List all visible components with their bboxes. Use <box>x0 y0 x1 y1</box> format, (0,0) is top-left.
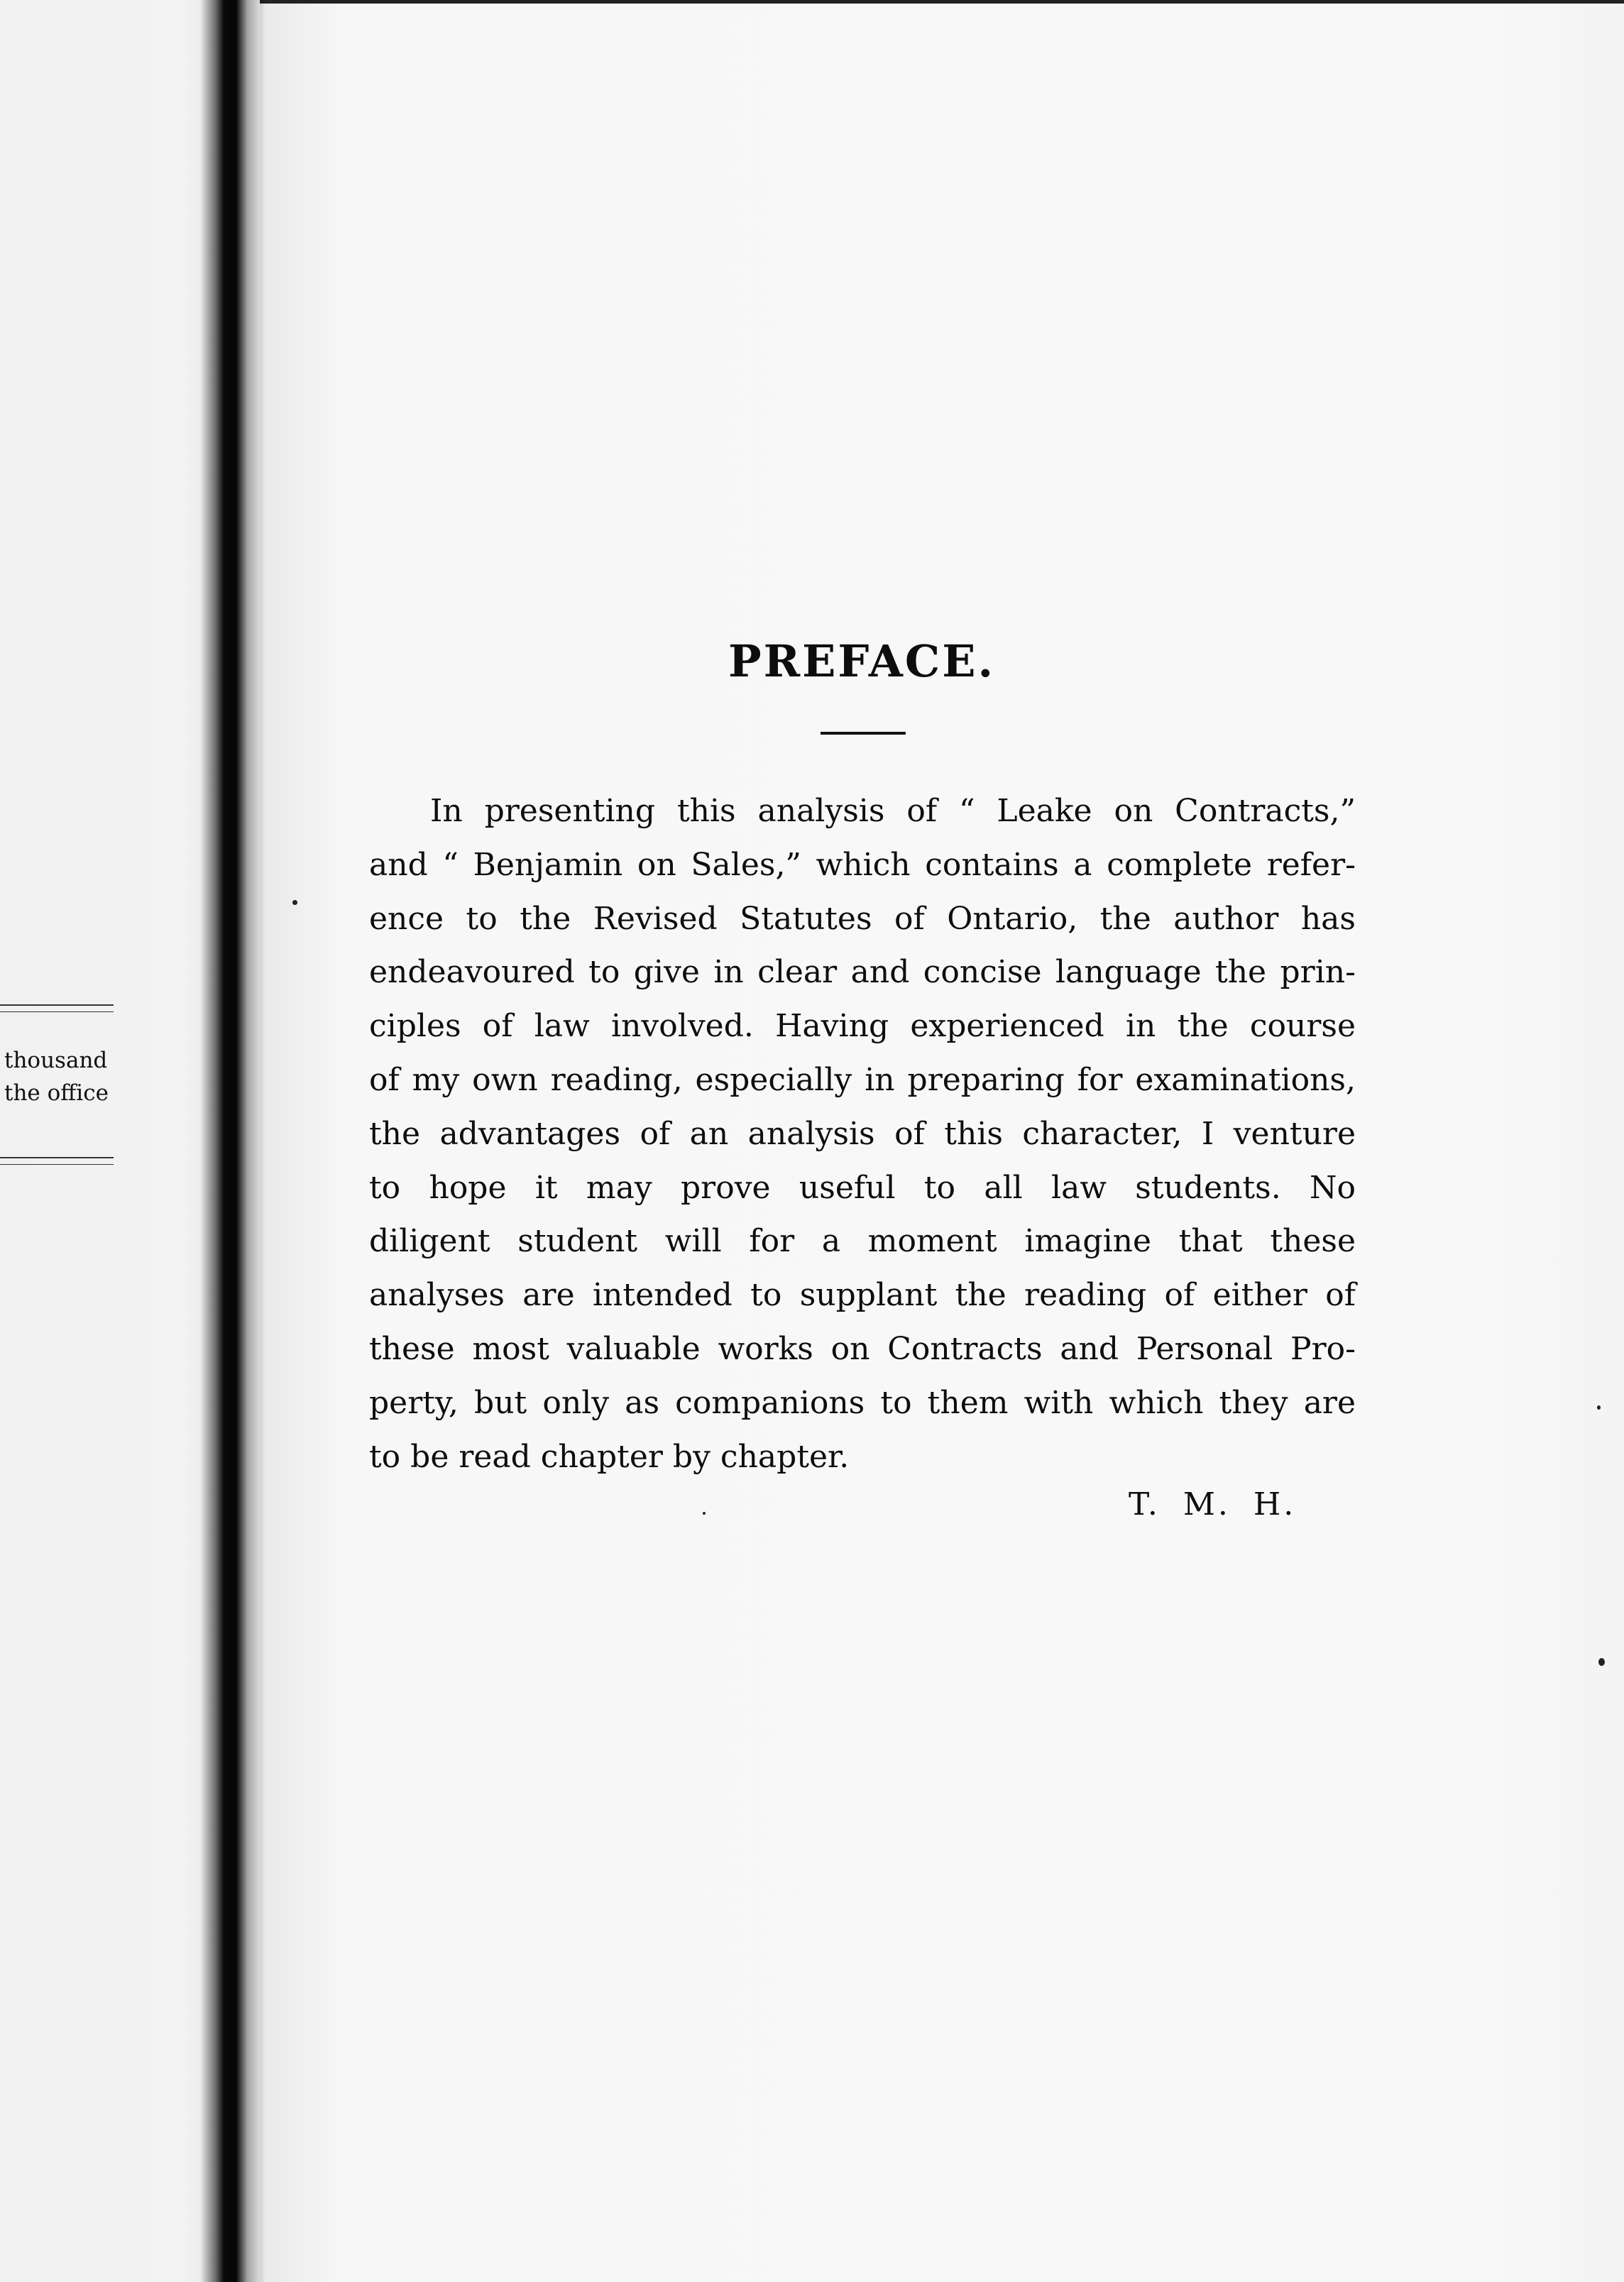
binding-gutter-shadow <box>200 0 265 2282</box>
body-line: these most valuable works on Contracts and Personal Pro- <box>369 1330 1356 1367</box>
left-page-rule <box>0 1004 114 1006</box>
author-initials: T. M. H. <box>1129 1486 1297 1523</box>
left-page-fragment <box>0 0 226 2282</box>
ink-speck <box>1597 1405 1601 1410</box>
body-line: to be read chapter by chapter. <box>369 1438 850 1475</box>
body-line: In presenting this analysis of “ Leake on Contracts,” <box>430 793 1356 829</box>
ink-speck <box>703 1512 706 1515</box>
body-line: diligent student will for a moment imagine that these <box>369 1223 1356 1260</box>
body-line: to hope it may prove useful to all law students. No <box>369 1169 1356 1206</box>
left-fragment-line: thousand <box>4 1048 108 1073</box>
left-page-rule <box>0 1164 114 1165</box>
body-line: endeavoured to give in clear and concise language the prin- <box>369 954 1356 991</box>
title-rule <box>821 732 906 735</box>
body-line: ciples of law involved. Having experienced in the course <box>369 1008 1356 1045</box>
page-title: PREFACE. <box>728 635 996 687</box>
ink-speck <box>1598 1658 1605 1666</box>
left-page-rule <box>0 1157 114 1158</box>
body-line: perty, but only as companions to them with which they are <box>369 1384 1356 1421</box>
body-line: ence to the Revised Statutes of Ontario, the author has <box>369 900 1356 937</box>
body-line: and “ Benjamin on Sales,” which contains a complete refer- <box>369 846 1356 883</box>
ink-speck <box>292 900 297 905</box>
body-line: of my own reading, especially in preparing for examinations, <box>369 1061 1356 1098</box>
left-page-rule <box>0 1011 114 1012</box>
body-line: the advantages of an analysis of this character, I venture <box>369 1115 1356 1152</box>
preface-body <box>369 784 1356 1483</box>
page-top-edge <box>260 0 1624 4</box>
body-line: analyses are intended to supplant the reading of either of <box>369 1277 1356 1314</box>
left-fragment-line: the office <box>4 1080 109 1106</box>
